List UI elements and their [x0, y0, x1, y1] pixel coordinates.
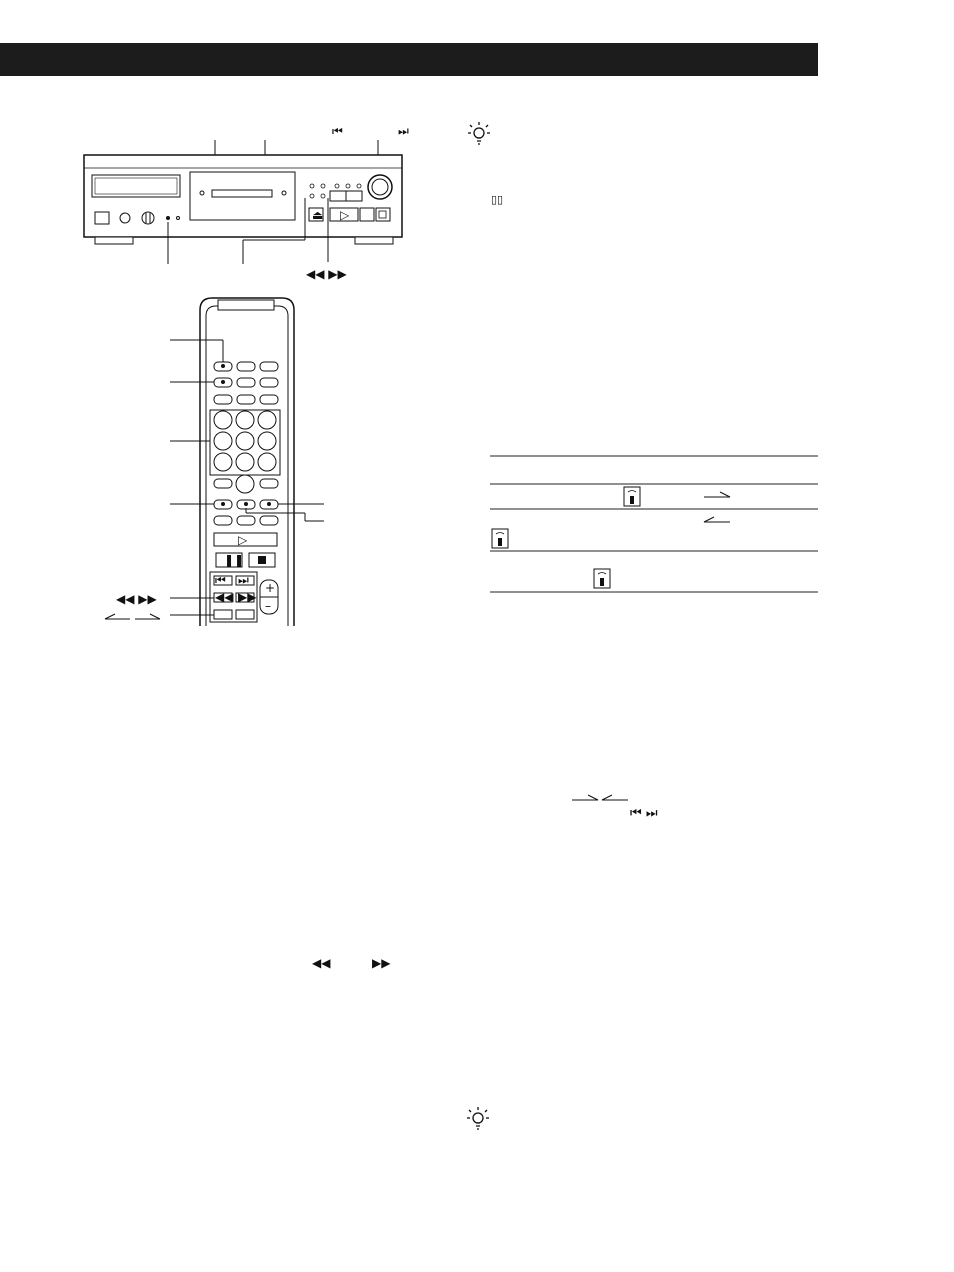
remote-indicator-icon	[624, 487, 640, 506]
svg-text:◀◀: ◀◀	[215, 590, 234, 604]
remote-indicator-icon	[594, 569, 610, 588]
svg-text:⏏: ⏏	[312, 208, 324, 222]
fader-arrow-icon	[704, 517, 730, 522]
rewind-ff-symbol: ◀◀ ▶▶	[306, 267, 347, 281]
remote-indicator-icon	[492, 529, 508, 548]
fast-forward-symbol: ▶▶	[372, 956, 391, 970]
next-track-symbol: ⏭	[398, 124, 409, 138]
svg-text:▶▶: ▶▶	[238, 590, 257, 604]
svg-text:▷: ▷	[238, 533, 248, 547]
svg-text:–: –	[265, 599, 271, 613]
remote-prev-next-symbol: ⏮ ⏭	[630, 806, 658, 821]
prev-track-symbol: ⏮	[332, 124, 343, 138]
lightbulb-icon	[467, 1107, 489, 1129]
svg-text:⏭: ⏭	[238, 573, 249, 587]
svg-text:⏮: ⏮	[215, 573, 226, 587]
svg-text:▷: ▷	[340, 208, 350, 222]
svg-text:+: +	[265, 581, 276, 595]
fader-arrow-icon	[572, 795, 628, 800]
rewind-symbol: ◀◀	[312, 956, 331, 970]
fader-arrow-icon	[704, 492, 730, 497]
tip-icon-bottom	[466, 1106, 490, 1132]
pause-symbol: ▯▯	[491, 193, 504, 206]
remote-rewind-ff-symbol: ◀◀ ▶▶	[116, 592, 157, 606]
svg-text:❚❚: ❚❚	[224, 553, 245, 567]
